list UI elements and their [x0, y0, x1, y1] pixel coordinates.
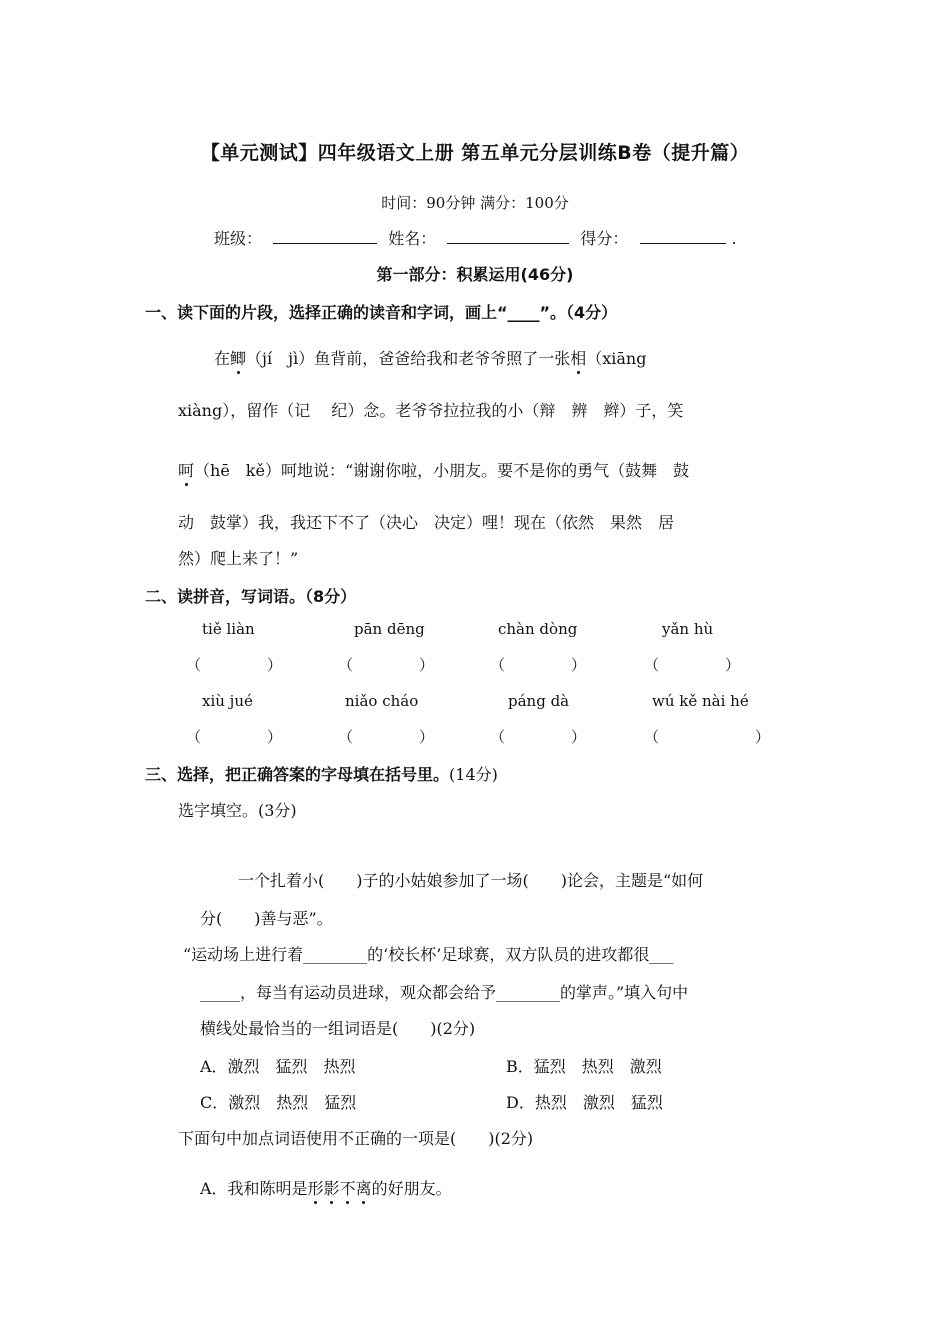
- dotted-char: 离: [356, 1176, 372, 1199]
- dotted-char: 不: [340, 1176, 356, 1199]
- q1-line-4: 动 鼓掌）我，我还下不了（决心 决定）哩！现在（依然 果然 居: [178, 513, 675, 532]
- q3-sentence-1: 一个扎着小( )子的小姑娘参加了一场( )论会，主题是“如何: [238, 871, 704, 890]
- dotted-char: 相: [570, 346, 586, 369]
- q3-sentence-2c: 横线处最恰当的一组词语是( )(2分): [200, 1019, 476, 1038]
- dotted-char: 呵: [178, 458, 194, 481]
- q1-heading: 一、读下面的片段，选择正确的读音和字词，画上“____”。（4分）: [145, 303, 618, 322]
- q3-heading: 三、选择，把正确答案的字母填在括号里。(14分): [145, 765, 498, 784]
- q3-sub3: 下面句中加点词语使用不正确的一项是( )(2分): [178, 1129, 534, 1148]
- part-one-heading: 第一部分：积累运用(46分): [376, 265, 574, 284]
- answer-box-5[interactable]: （ ）: [186, 728, 283, 746]
- pinyin-6: niǎo cháo: [345, 692, 419, 710]
- name-label: 姓名：: [388, 229, 437, 248]
- pinyin-8: wú kě nài hé: [652, 692, 749, 710]
- answer-box-6[interactable]: （ ）: [338, 728, 435, 746]
- q3-sentence-2: “运动场上进行着________的‘校长杯’足球赛，双方队员的进攻都很___: [183, 945, 674, 964]
- q3-sub1: 选字填空。(3分): [178, 801, 297, 820]
- class-label: 班级：: [214, 229, 263, 248]
- name-field[interactable]: [447, 229, 569, 244]
- answer-box-2[interactable]: （ ）: [338, 656, 435, 674]
- pinyin-4: yǎn hù: [662, 620, 714, 638]
- dotted-char: 形: [308, 1176, 324, 1199]
- score-field[interactable]: [640, 229, 726, 244]
- pinyin-1: tiě liàn: [202, 620, 255, 638]
- score-label: 得分：: [580, 229, 629, 248]
- dotted-char: 影: [324, 1176, 340, 1199]
- dotted-char: 鲫: [230, 346, 246, 369]
- answer-box-8[interactable]: （ ）: [644, 728, 771, 746]
- q1-line-3: 呵（hē kě）呵地说：“谢谢你啦，小朋友。要不是你的勇气（鼓舞 鼓: [178, 458, 689, 481]
- option-d[interactable]: D．热烈 激烈 猛烈: [506, 1093, 663, 1112]
- option-b[interactable]: B．猛烈 热烈 激烈: [506, 1057, 662, 1076]
- page-title: 【单元测试】四年级语文上册 第五单元分层训练B卷（提升篇）: [200, 142, 750, 164]
- answer-box-3[interactable]: （ ）: [490, 656, 587, 674]
- exam-meta: 时间：90分钟 满分：100分: [381, 194, 569, 212]
- pinyin-3: chàn dòng: [498, 620, 578, 638]
- pinyin-7: páng dà: [508, 692, 570, 710]
- answer-box-7[interactable]: （ ）: [490, 728, 587, 746]
- q3-last-option-a[interactable]: A．我和陈明是形影不离的好朋友。: [200, 1176, 452, 1199]
- pinyin-2: pān dēng: [354, 620, 425, 638]
- q2-heading: 二、读拼音，写词语。（8分）: [145, 587, 357, 606]
- q3-sentence-1b: 分( )善与恶”。: [200, 909, 333, 928]
- info-end: .: [731, 229, 737, 248]
- pinyin-5: xiù jué: [202, 692, 253, 710]
- q1-line-2: xiàng），留作（记 纪）念。老爷爷拉拉我的小（辩 辨 辫）子，笑: [178, 401, 684, 420]
- q1-line-1: 在鲫（jí jì）鱼背前，爸爸给我和老爷爷照了一张相（xiāng: [214, 346, 646, 369]
- option-c[interactable]: C．激烈 热烈 猛烈: [200, 1093, 357, 1112]
- answer-box-4[interactable]: （ ）: [644, 656, 741, 674]
- q3-sentence-2b: _____，每当有运动员进球，观众都会给予________的掌声。”填入句中: [200, 983, 689, 1002]
- answer-box-1[interactable]: （ ）: [186, 656, 283, 674]
- student-info: [214, 226, 737, 249]
- option-a[interactable]: A．激烈 猛烈 热烈: [200, 1057, 356, 1076]
- class-field[interactable]: [273, 229, 377, 244]
- q1-line-5: 然）爬上来了！”: [178, 549, 299, 568]
